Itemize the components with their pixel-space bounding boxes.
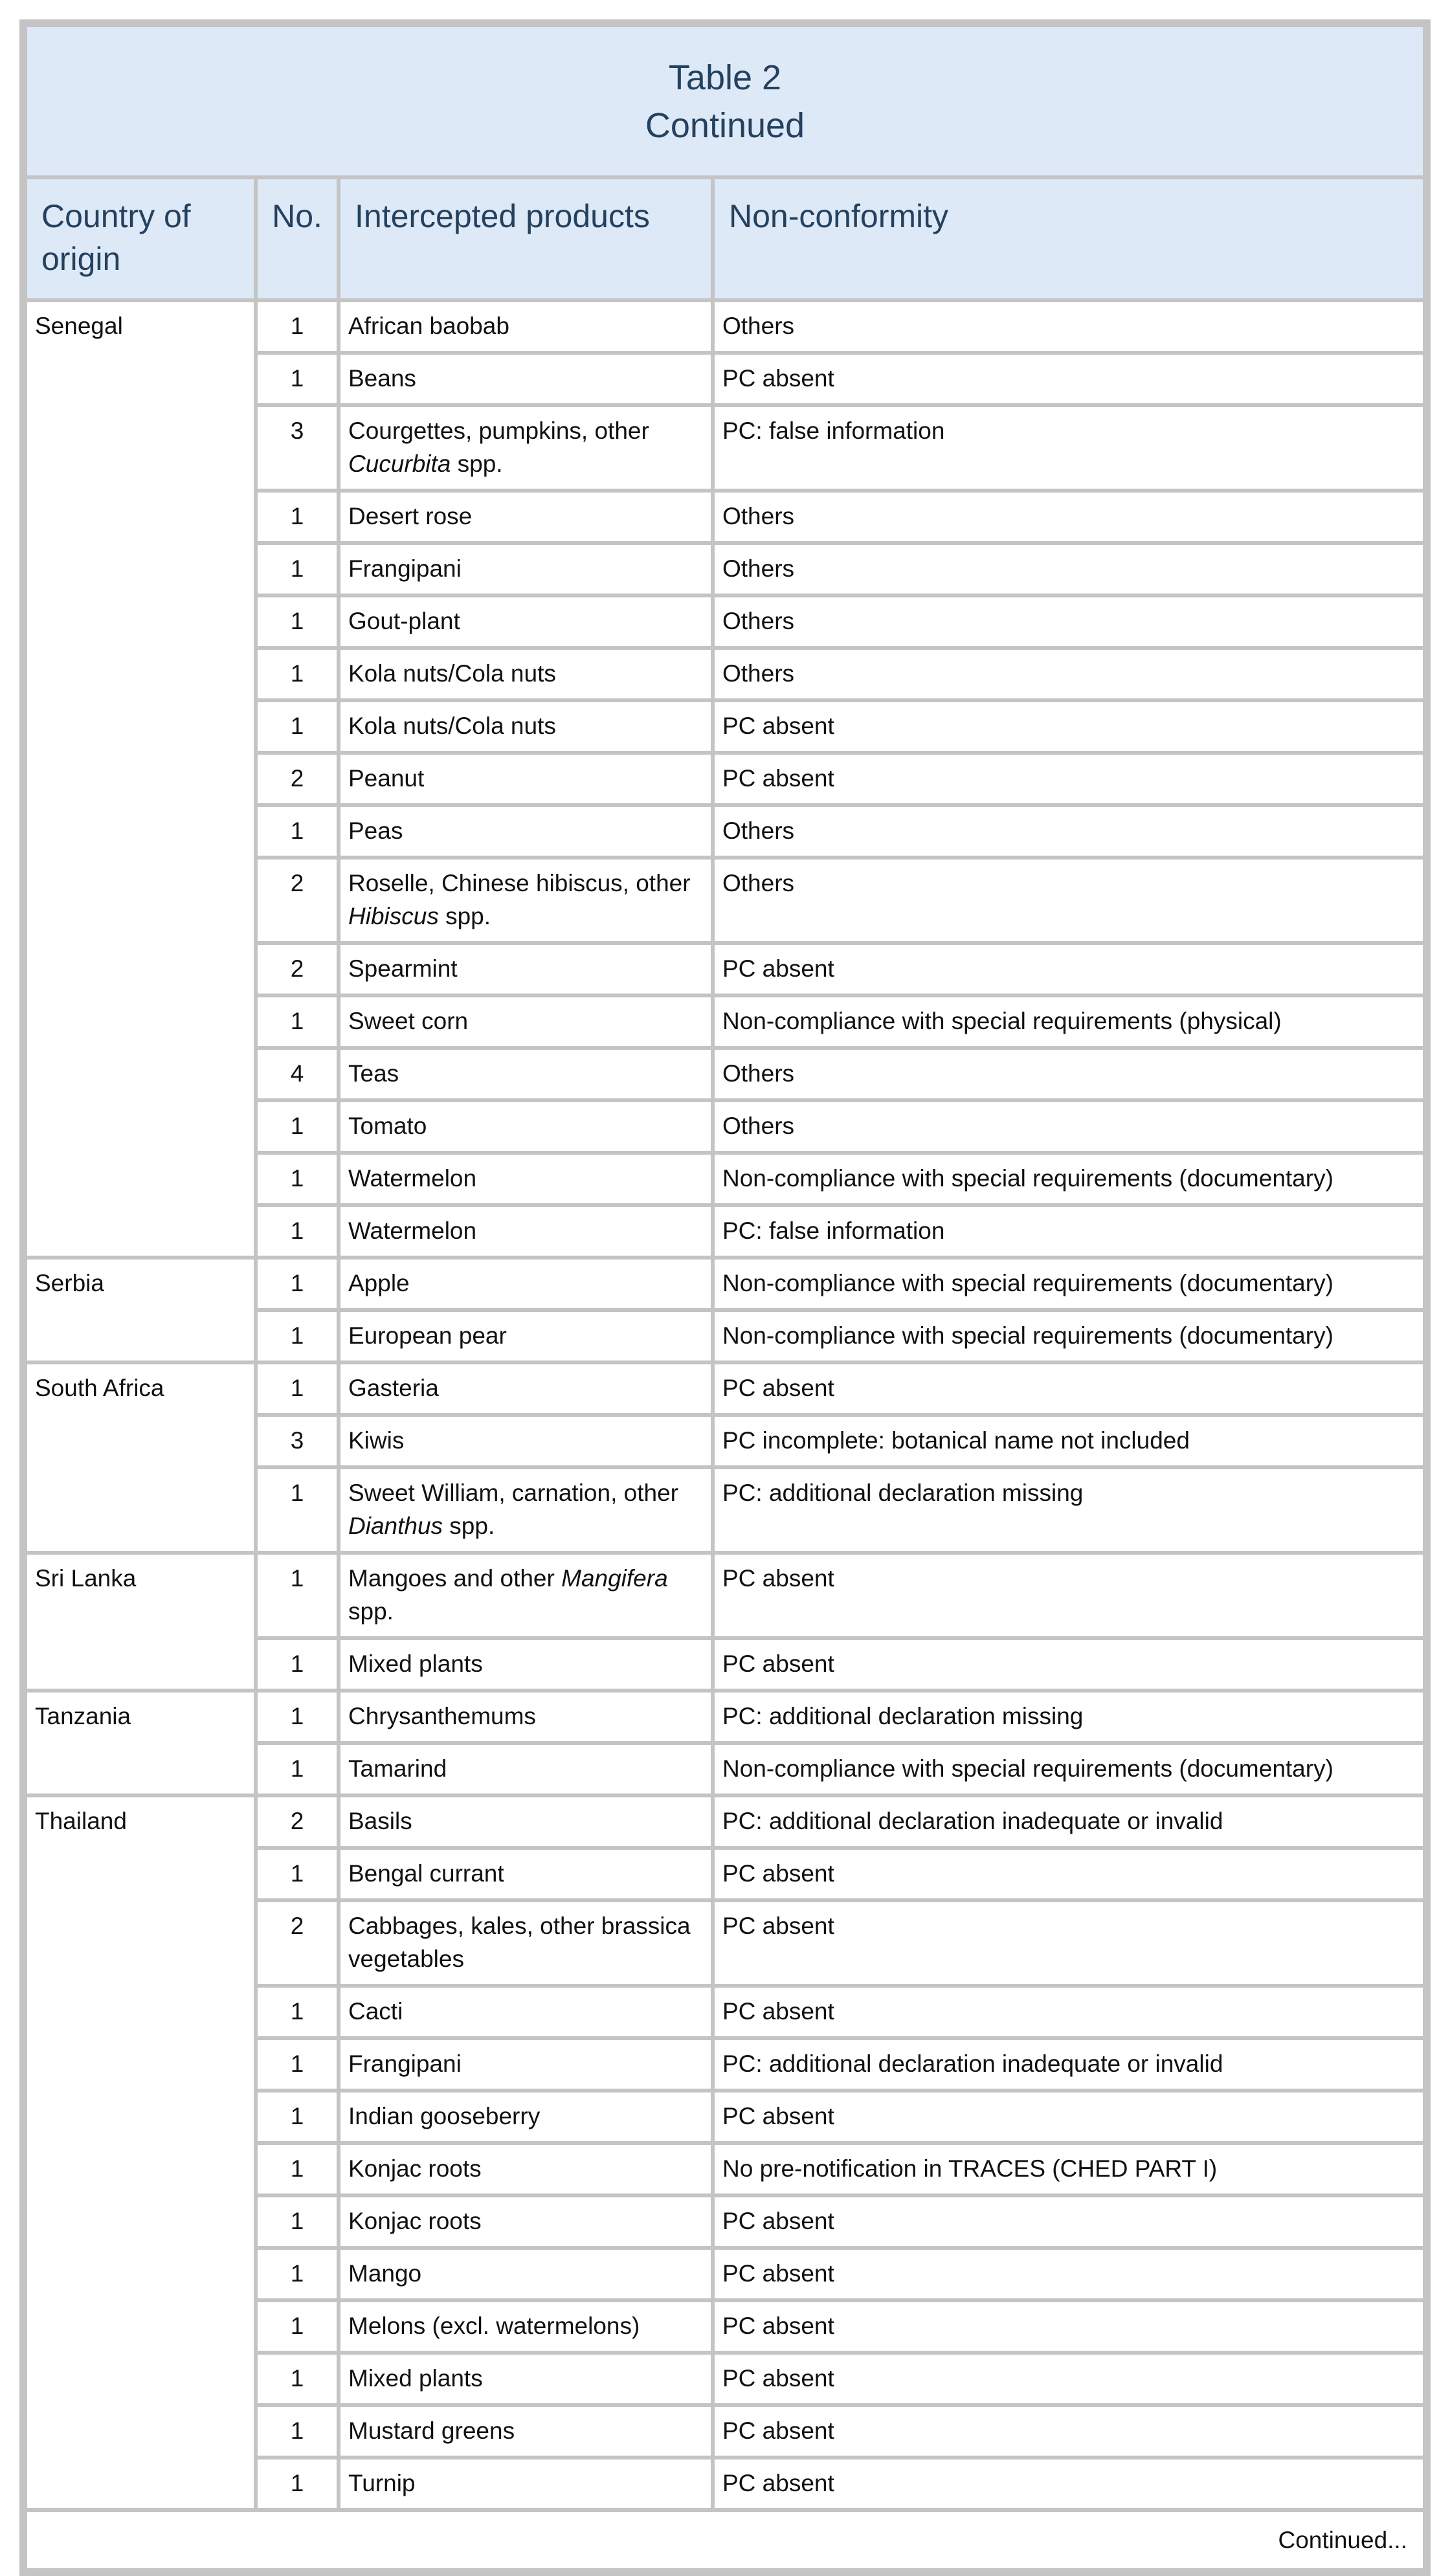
- count-cell: 1: [256, 1100, 339, 1153]
- product-name: Frangipani: [348, 2050, 462, 2077]
- country-cell: South Africa: [25, 1362, 256, 1553]
- nonconformity-cell: PC: false information: [713, 1205, 1425, 1258]
- nonconformity-cell: PC absent: [713, 2248, 1425, 2300]
- nonconformity-cell: Others: [713, 858, 1425, 943]
- product-name: Cacti: [348, 1998, 403, 2025]
- count-cell: 1: [256, 1467, 339, 1553]
- count-cell: 1: [256, 1638, 339, 1691]
- product-name: Desert rose: [348, 503, 473, 529]
- count-cell: 1: [256, 648, 339, 700]
- count-cell: 1: [256, 1258, 339, 1310]
- product-cell: [339, 1258, 713, 1310]
- product-cell: [339, 1691, 713, 1743]
- table-body: [25, 300, 1425, 2510]
- product-name: Melons (excl. watermelons): [348, 2313, 640, 2339]
- table-row: [25, 1553, 1425, 1638]
- country-cell: Tanzania: [25, 1691, 256, 1795]
- nonconformity-cell: PC absent: [713, 2353, 1425, 2405]
- product-cell: [339, 1048, 713, 1100]
- nonconformity-cell: PC absent: [713, 1362, 1425, 1415]
- nonconformity-cell: PC absent: [713, 353, 1425, 405]
- count-cell: 1: [256, 491, 339, 543]
- product-cell: [339, 2091, 713, 2143]
- product-cell: [339, 1100, 713, 1153]
- product-genus: Hibiscus: [348, 903, 439, 929]
- country-cell: Sri Lanka: [25, 1553, 256, 1691]
- product-name: Mixed plants: [348, 2365, 483, 2392]
- nonconformity-cell: PC: false information: [713, 405, 1425, 491]
- product-cell: [339, 2143, 713, 2195]
- product-name: Peanut: [348, 765, 425, 792]
- product-cell: [339, 2248, 713, 2300]
- count-cell: 1: [256, 2353, 339, 2405]
- product-cell: [339, 805, 713, 858]
- product-name: European pear: [348, 1322, 507, 1349]
- nonconformity-cell: PC incomplete: botanical name not included: [713, 1415, 1425, 1467]
- count-cell: 1: [256, 1986, 339, 2038]
- product-cell: [339, 353, 713, 405]
- count-cell: 2: [256, 943, 339, 995]
- product-cell: [339, 2405, 713, 2458]
- nonconformity-cell: PC absent: [713, 1986, 1425, 2038]
- product-name: Beans: [348, 365, 416, 392]
- nonconformity-cell: Others: [713, 805, 1425, 858]
- count-cell: 1: [256, 300, 339, 353]
- product-cell: [339, 1743, 713, 1795]
- nonconformity-cell: PC: additional declaration missing: [713, 1691, 1425, 1743]
- header-nonconformity: Non-conformity: [713, 177, 1425, 300]
- product-name: Peas: [348, 817, 403, 844]
- product-cell: [339, 1415, 713, 1467]
- product-cell: [339, 1553, 713, 1638]
- product-cell: [339, 2300, 713, 2353]
- country-cell: Senegal: [25, 300, 256, 1258]
- product-cell: [339, 858, 713, 943]
- country-cell: Thailand: [25, 1795, 256, 2510]
- product-cell: [339, 1205, 713, 1258]
- product-suffix: spp.: [451, 450, 503, 477]
- product-name: Chrysanthemums: [348, 1703, 536, 1729]
- product-cell: [339, 2458, 713, 2510]
- count-cell: 2: [256, 1900, 339, 1986]
- count-cell: 1: [256, 2091, 339, 2143]
- count-cell: 1: [256, 2143, 339, 2195]
- nonconformity-cell: PC absent: [713, 1848, 1425, 1900]
- interceptions-table: [23, 23, 1427, 2572]
- product-name: Mixed plants: [348, 1650, 483, 1677]
- nonconformity-cell: PC: additional declaration inadequate or invalid: [713, 2038, 1425, 2091]
- nonconformity-cell: PC absent: [713, 2091, 1425, 2143]
- country-cell: Serbia: [25, 1258, 256, 1362]
- product-cell: [339, 2038, 713, 2091]
- table-row: [25, 1258, 1425, 1310]
- count-cell: 1: [256, 595, 339, 648]
- nonconformity-cell: PC absent: [713, 1553, 1425, 1638]
- product-suffix: spp.: [438, 903, 491, 929]
- nonconformity-cell: Others: [713, 491, 1425, 543]
- header-country: Country of origin: [25, 177, 256, 300]
- product-name: Tamarind: [348, 1755, 447, 1782]
- product-name: Tomato: [348, 1113, 427, 1139]
- count-cell: 1: [256, 1553, 339, 1638]
- count-cell: 1: [256, 700, 339, 753]
- product-name: Kola nuts/Cola nuts: [348, 713, 556, 739]
- product-name: Turnip: [348, 2470, 416, 2496]
- nonconformity-cell: PC absent: [713, 1638, 1425, 1691]
- product-name: Konjac roots: [348, 2208, 482, 2234]
- product-cell: [339, 700, 713, 753]
- product-cell: [339, 543, 713, 595]
- nonconformity-cell: PC: additional declaration inadequate or invalid: [713, 1795, 1425, 1848]
- product-genus: Mangifera: [561, 1565, 668, 1592]
- count-cell: 2: [256, 753, 339, 805]
- count-cell: 1: [256, 2038, 339, 2091]
- table-caption: [25, 25, 1425, 177]
- product-cell: [339, 300, 713, 353]
- header-product: Intercepted products: [339, 177, 713, 300]
- product-genus: Cucurbita: [348, 450, 451, 477]
- data-table-container: [19, 19, 1431, 2576]
- product-name: Spearmint: [348, 955, 458, 982]
- product-name: Watermelon: [348, 1165, 477, 1192]
- product-name: Konjac roots: [348, 2155, 482, 2182]
- count-cell: 1: [256, 2458, 339, 2510]
- product-name: Mangoes and other: [348, 1565, 555, 1592]
- product-genus: Dianthus: [348, 1513, 443, 1539]
- nonconformity-cell: Non-compliance with special requirements (physical): [713, 995, 1425, 1048]
- nonconformity-cell: No pre-notification in TRACES (CHED PART I): [713, 2143, 1425, 2195]
- count-cell: 1: [256, 2195, 339, 2248]
- count-cell: 1: [256, 1848, 339, 1900]
- count-cell: 1: [256, 805, 339, 858]
- product-cell: [339, 2195, 713, 2248]
- nonconformity-cell: PC absent: [713, 2195, 1425, 2248]
- product-name: Indian gooseberry: [348, 2103, 541, 2129]
- nonconformity-cell: PC absent: [713, 2458, 1425, 2510]
- product-suffix: spp.: [348, 1598, 394, 1625]
- count-cell: 1: [256, 2300, 339, 2353]
- product-cell: [339, 1900, 713, 1986]
- count-cell: 1: [256, 1310, 339, 1362]
- product-cell: [339, 1467, 713, 1553]
- product-cell: [339, 943, 713, 995]
- count-cell: 1: [256, 2405, 339, 2458]
- product-cell: [339, 648, 713, 700]
- count-cell: 1: [256, 1362, 339, 1415]
- product-cell: [339, 1362, 713, 1415]
- table-row: [25, 1795, 1425, 1848]
- nonconformity-cell: PC absent: [713, 943, 1425, 995]
- nonconformity-cell: Others: [713, 1100, 1425, 1153]
- nonconformity-cell: Others: [713, 300, 1425, 353]
- count-cell: 1: [256, 543, 339, 595]
- count-cell: 1: [256, 1153, 339, 1205]
- product-name: Kiwis: [348, 1427, 405, 1454]
- count-cell: 1: [256, 353, 339, 405]
- product-name: Mustard greens: [348, 2417, 515, 2444]
- count-cell: 1: [256, 995, 339, 1048]
- product-cell: [339, 1153, 713, 1205]
- nonconformity-cell: PC absent: [713, 1900, 1425, 1986]
- product-cell: [339, 491, 713, 543]
- product-cell: [339, 1310, 713, 1362]
- product-cell: [339, 1638, 713, 1691]
- count-cell: 3: [256, 405, 339, 491]
- nonconformity-cell: PC: additional declaration missing: [713, 1467, 1425, 1553]
- product-cell: [339, 595, 713, 648]
- count-cell: 2: [256, 858, 339, 943]
- nonconformity-cell: PC absent: [713, 2405, 1425, 2458]
- nonconformity-cell: PC absent: [713, 2300, 1425, 2353]
- header-number: No.: [256, 177, 339, 300]
- product-name: Teas: [348, 1060, 399, 1087]
- product-cell: [339, 1848, 713, 1900]
- product-name: Gout-plant: [348, 608, 460, 634]
- product-name: Sweet William, carnation, other: [348, 1480, 678, 1506]
- product-name: Bengal currant: [348, 1860, 504, 1887]
- nonconformity-cell: Others: [713, 648, 1425, 700]
- nonconformity-cell: Non-compliance with special requirements (documentary): [713, 1153, 1425, 1205]
- count-cell: 2: [256, 1795, 339, 1848]
- count-cell: 1: [256, 1205, 339, 1258]
- count-cell: 3: [256, 1415, 339, 1467]
- caption-title: Table 2: [668, 58, 782, 97]
- nonconformity-cell: PC absent: [713, 753, 1425, 805]
- product-name: Cabbages, kales, other brassica vegetables: [348, 1913, 691, 1972]
- nonconformity-cell: Others: [713, 1048, 1425, 1100]
- product-cell: [339, 1986, 713, 2038]
- count-cell: 1: [256, 1743, 339, 1795]
- table-row: [25, 1691, 1425, 1743]
- product-suffix: spp.: [443, 1513, 495, 1539]
- product-name: Kola nuts/Cola nuts: [348, 660, 556, 687]
- product-cell: [339, 2353, 713, 2405]
- nonconformity-cell: Non-compliance with special requirements (documentary): [713, 1258, 1425, 1310]
- count-cell: 1: [256, 2248, 339, 2300]
- nonconformity-cell: Non-compliance with special requirements (documentary): [713, 1743, 1425, 1795]
- product-name: Basils: [348, 1808, 412, 1834]
- product-name: Gasteria: [348, 1375, 439, 1401]
- product-cell: [339, 753, 713, 805]
- product-cell: [339, 405, 713, 491]
- nonconformity-cell: Non-compliance with special requirements (documentary): [713, 1310, 1425, 1362]
- product-name: Courgettes, pumpkins, other: [348, 417, 649, 444]
- product-name: Watermelon: [348, 1217, 477, 1244]
- table-row: [25, 300, 1425, 353]
- product-name: African baobab: [348, 313, 509, 339]
- nonconformity-cell: PC absent: [713, 700, 1425, 753]
- product-cell: [339, 1795, 713, 1848]
- count-cell: 1: [256, 1691, 339, 1743]
- caption-subtitle: Continued: [645, 105, 805, 145]
- table-footer: Continued...: [25, 2510, 1425, 2570]
- product-name: Apple: [348, 1270, 410, 1296]
- product-name: Mango: [348, 2260, 422, 2287]
- product-name: Frangipani: [348, 555, 462, 582]
- product-name: Roselle, Chinese hibiscus, other: [348, 870, 691, 896]
- table-row: [25, 1362, 1425, 1415]
- count-cell: 4: [256, 1048, 339, 1100]
- nonconformity-cell: Others: [713, 543, 1425, 595]
- product-name: Sweet corn: [348, 1008, 469, 1034]
- product-cell: [339, 995, 713, 1048]
- nonconformity-cell: Others: [713, 595, 1425, 648]
